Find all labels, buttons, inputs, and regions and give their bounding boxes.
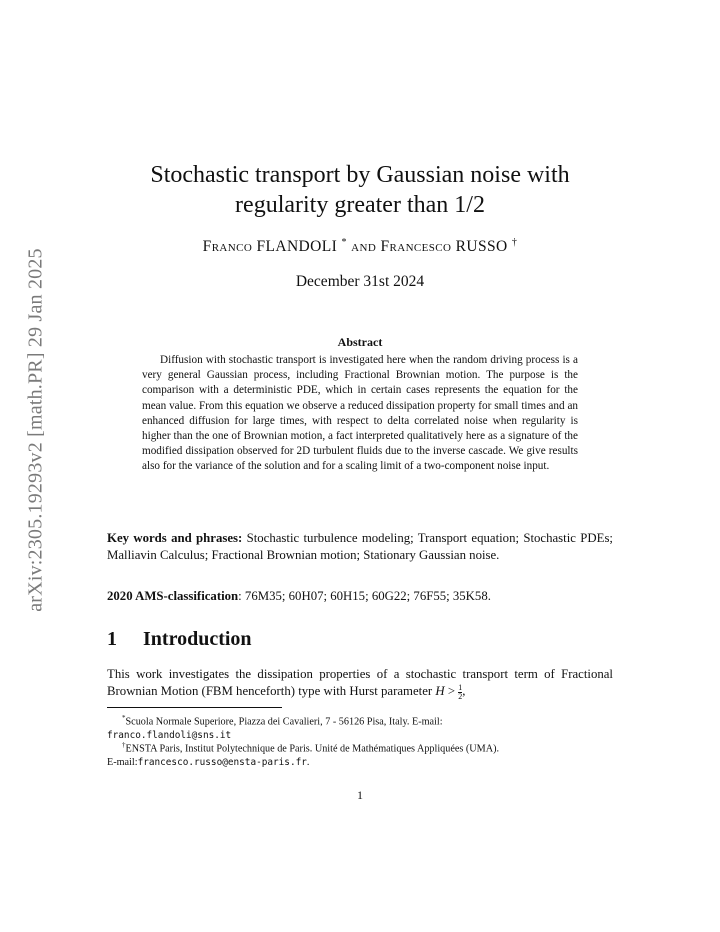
title-line-1: Stochastic transport by Gaussian noise with: [150, 162, 570, 188]
section-title: Introduction: [143, 628, 252, 650]
arxiv-identifier: arXiv:2305.19293v2 [math.PR] 29 Jan 2025: [24, 248, 47, 612]
title-line-2: regularity greater than 1/2: [235, 192, 485, 218]
footnote-2-indent: [107, 743, 122, 754]
footnote-2-email-label: E-mail:: [107, 756, 138, 768]
abstract-body: Diffusion with stochastic transport is investigated here when the random driving process is a very general Gaussian process, including Fractional Brownian motion. The purpose is the comparison with a deterministic PDE, which in certain cases represents the equation for the mean value. From this equation we observe a reduced dissipation property for small times and an enhanced diffusion for large times, with respect to delta correlated noise when regularity is higher than the one of Brownian motion, a fact interpreted qualitatively here as a signature of the modified dissipation observed for 2D turbulent fluids due to the inverse cascade. We give results also for the variance of the solution and for a scaling limit of a two-component noise input.: [142, 354, 578, 473]
footnote-1-text: Scuola Normale Superiore, Piazza dei Cavalieri, 7 - 56126 Pisa, Italy. E-mail:: [125, 716, 443, 728]
hurst-variable: H: [435, 684, 445, 698]
introduction-paragraph: [107, 666, 613, 701]
keywords-label: Key words and phrases:: [107, 531, 243, 545]
footnote-2-tail: .: [306, 756, 310, 768]
author-joiner: and: [351, 238, 377, 256]
footnote-2-text: ENSTA Paris, Institut Polytechnique de Paris. Unité de Mathématiques Appliquées (UMA).: [125, 743, 500, 755]
ams-label: 2020 AMS-classification: [107, 589, 239, 603]
paper-title: [100, 160, 620, 220]
keywords-text: Stochastic turbulence modeling; Transport equation; Stochastic PDEs; Malliavin Calculus; Fractional Brownian motion; Stationary Gaussian noise.: [107, 531, 613, 562]
fraction-denominator: 2: [458, 691, 463, 701]
footnote-1-indent: [107, 716, 122, 727]
footnote-2-email[interactable]: francesco.russo@ensta-paris.fr: [137, 756, 307, 768]
footnote-flandoli: [107, 712, 613, 743]
section-heading-introduction: [107, 628, 252, 651]
footnote-rule: [107, 707, 282, 708]
ams-classification: [107, 588, 613, 605]
footnote-1-email[interactable]: franco.flandoli@sns.it: [107, 729, 232, 741]
abstract-heading: Abstract: [337, 335, 383, 349]
author-flandoli: Franco FLANDOLI: [202, 238, 338, 256]
author-russo: Francesco RUSSO: [380, 238, 508, 256]
paper-date: December 31st 2024: [295, 273, 425, 290]
introduction-tail: ,: [462, 684, 466, 698]
page-number: 1: [357, 788, 363, 802]
introduction-text: This work investigates the dissipation properties of a stochastic transport term of Fractional Brownian Motion (FBM henceforth) type with Hurst parameter: [107, 667, 613, 698]
author-flandoli-footnote-mark: *: [341, 237, 347, 248]
footnote-russo: [107, 739, 613, 770]
author-russo-footnote-mark: †: [511, 237, 518, 248]
author-list: [100, 237, 620, 256]
ams-codes: : 76M35; 60H07; 60H15; 60G22; 76F55; 35K58.: [238, 589, 491, 603]
footnote-2-mark: †: [122, 741, 126, 749]
section-number: 1: [107, 628, 117, 650]
keywords-paragraph: [107, 530, 613, 564]
math-operator: >: [444, 684, 459, 698]
footnote-1-mark: *: [122, 714, 126, 722]
fraction-numerator: 1: [458, 682, 463, 692]
